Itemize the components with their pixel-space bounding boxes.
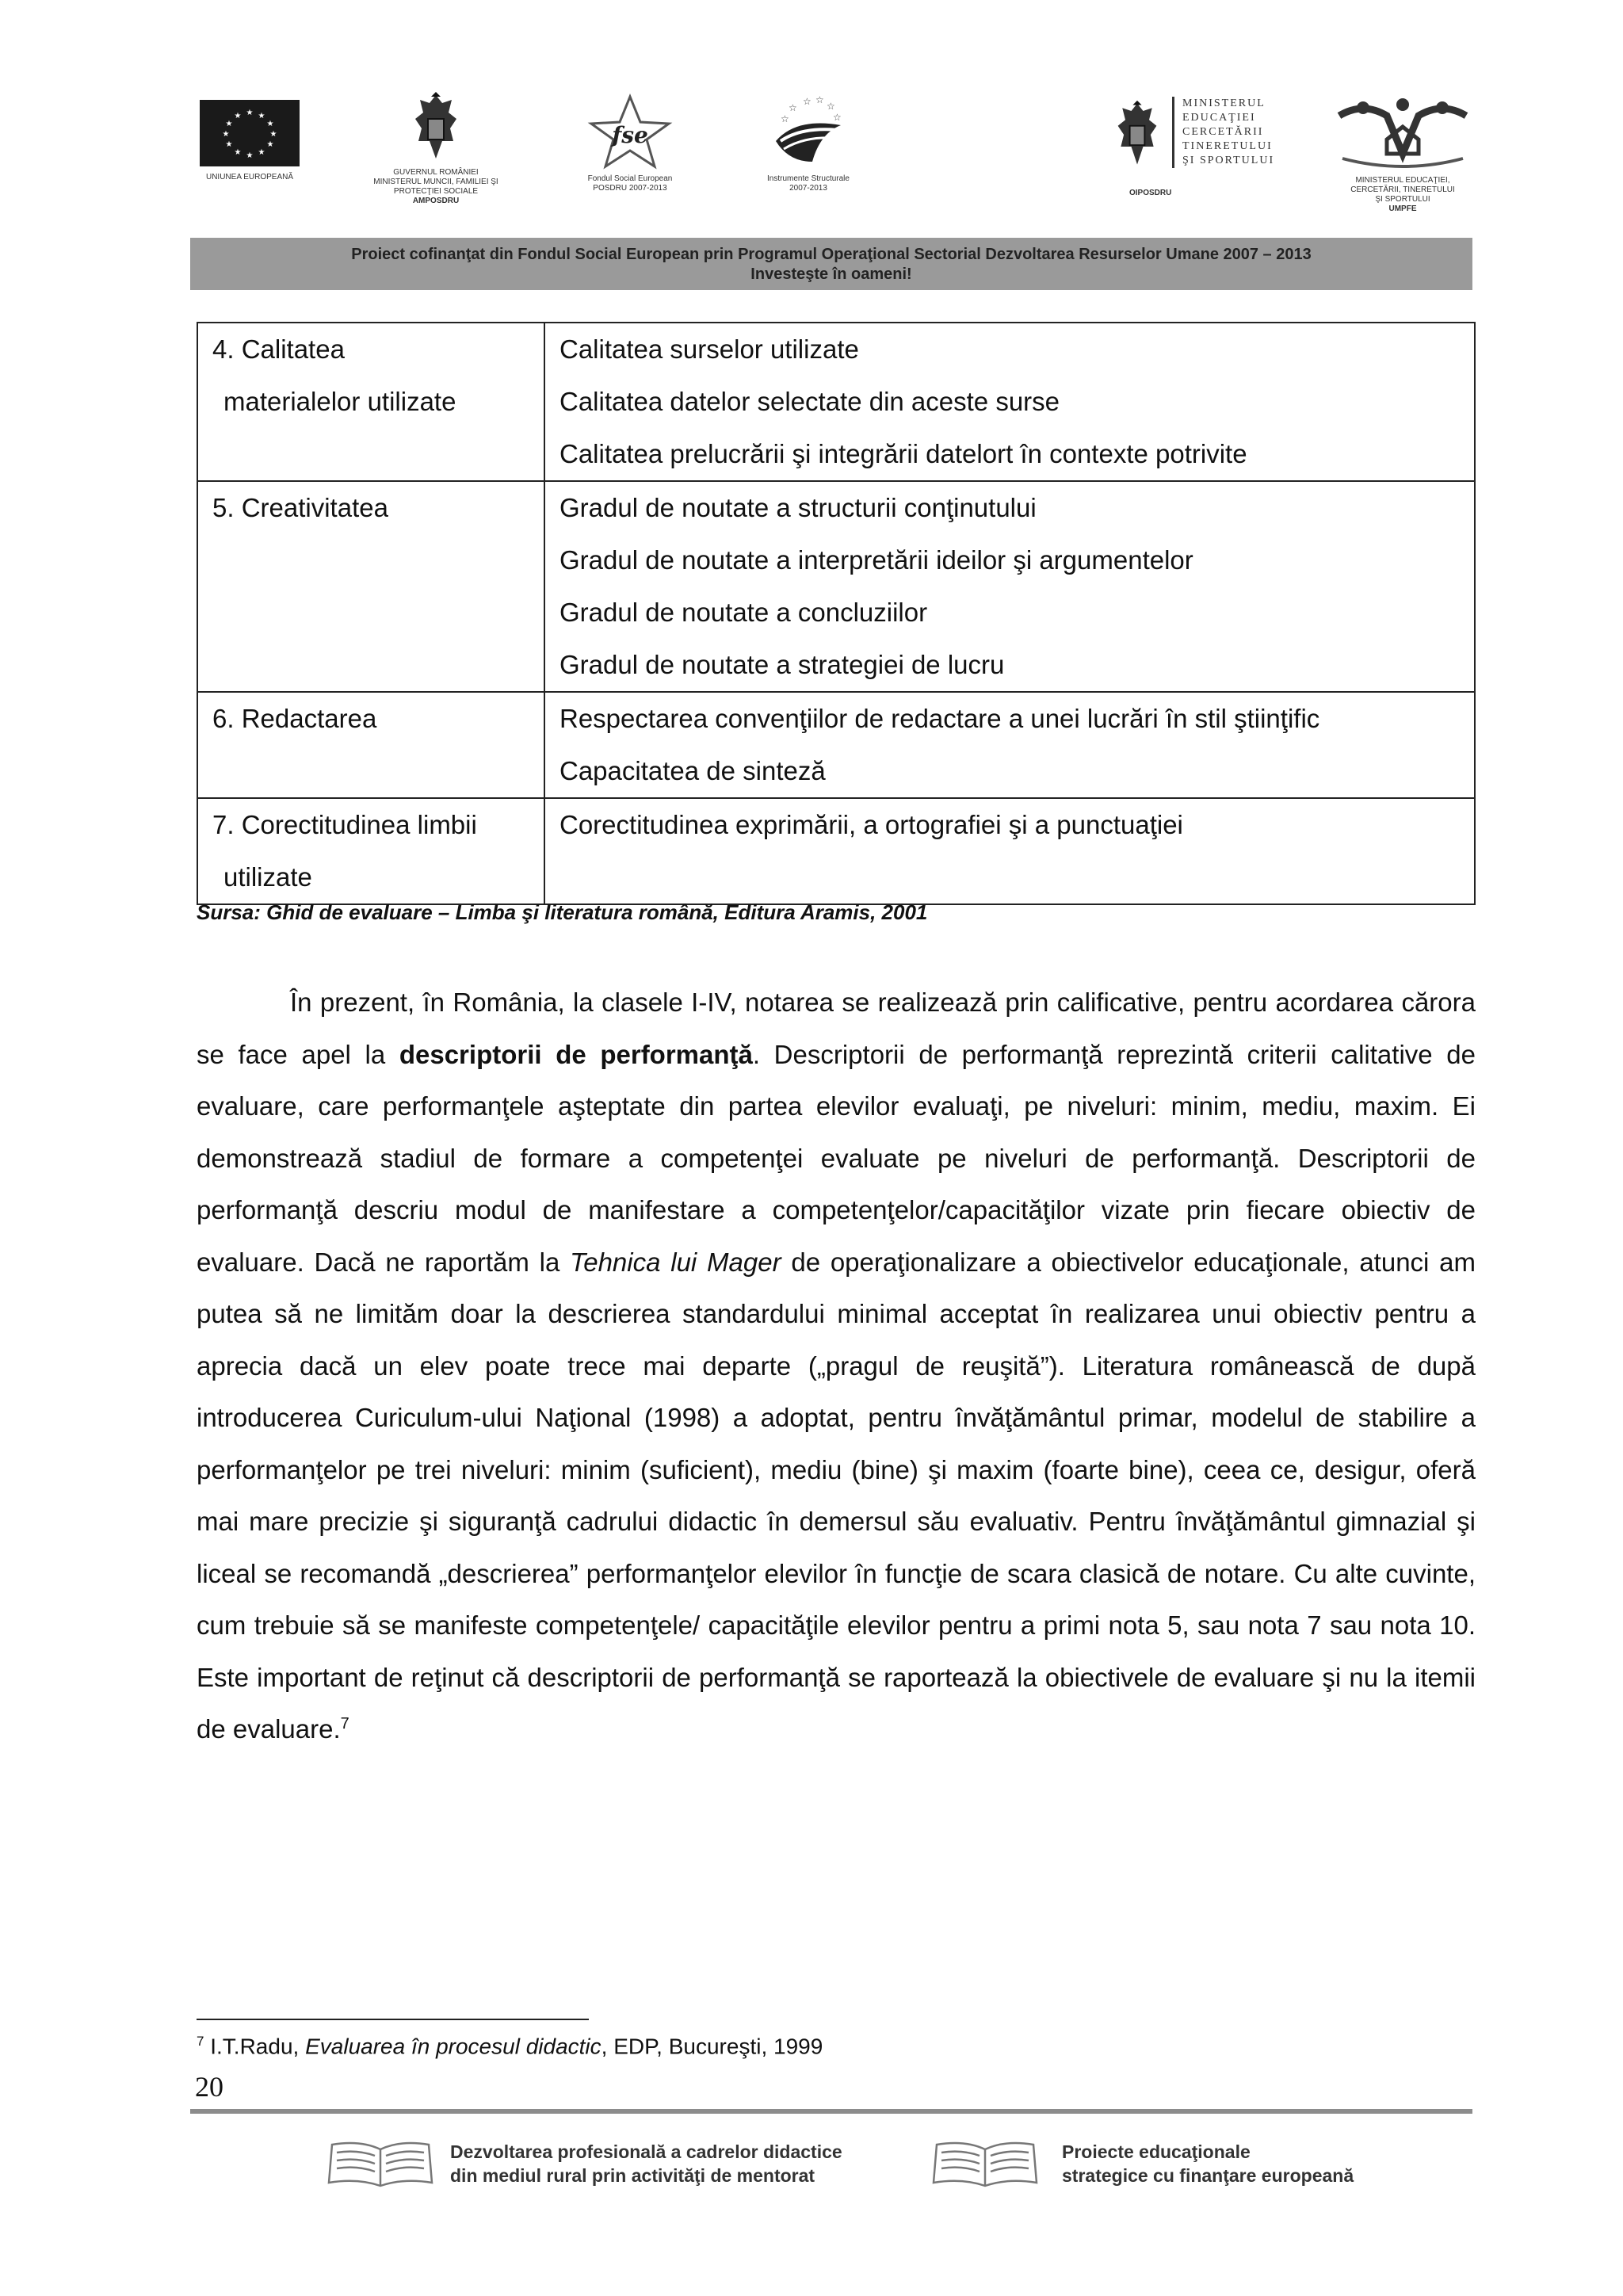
criterion-cell bbox=[197, 798, 544, 904]
evaluation-criteria-table bbox=[197, 322, 1476, 905]
footer-line: strategice cu finanţare europeană bbox=[1062, 2165, 1354, 2186]
ministry-title bbox=[1172, 97, 1274, 168]
footer-line: din mediul rural prin activităţi de mentorat bbox=[450, 2165, 815, 2186]
criterion-label: 6. Redactarea bbox=[212, 704, 377, 733]
table-row bbox=[197, 323, 1475, 481]
table-source: Sursa: Ghid de evaluare – Limba şi literatura română, Editura Aramis, 2001 bbox=[197, 900, 928, 924]
ministry-title-line: TINERETULUI bbox=[1182, 140, 1273, 152]
indicators-cell bbox=[544, 798, 1475, 904]
gov-caption-2: MINISTERUL MUNCII, FAMILIEI ŞI bbox=[373, 178, 498, 186]
indicator: Gradul de noutate a interpretării ideilor şi argumentelor bbox=[559, 545, 1193, 575]
footnote-rest: , EDP, Bucureşti, 1999 bbox=[601, 2034, 823, 2059]
ministry-title-line: ŞI SPORTULUI bbox=[1182, 155, 1275, 166]
svg-text:★: ★ bbox=[258, 148, 265, 157]
svg-text:★: ★ bbox=[269, 130, 277, 139]
gov-caption-4: AMPOSDRU bbox=[412, 197, 460, 205]
svg-text:★: ★ bbox=[234, 112, 242, 120]
ministry-title-line: EDUCAŢIEI bbox=[1182, 112, 1256, 124]
footer-left-text bbox=[450, 2140, 842, 2187]
umpfe-caption-2: CERCETĂRII, TINERETULUI bbox=[1350, 185, 1455, 194]
criterion-cell bbox=[197, 481, 544, 692]
footnote-number: 7 bbox=[197, 2034, 204, 2049]
paragraph-italic-term: Tehnica lui Mager bbox=[570, 1247, 781, 1277]
indicators-cell bbox=[544, 481, 1475, 692]
umpfe-logo bbox=[1323, 98, 1482, 214]
structural-instruments-icon bbox=[765, 94, 852, 170]
svg-text:★: ★ bbox=[258, 112, 265, 120]
footer-rule bbox=[190, 2109, 1472, 2114]
indicators-cell bbox=[544, 692, 1475, 798]
indicator: Calitatea surselor utilizate bbox=[559, 334, 859, 364]
indicators-cell bbox=[544, 323, 1475, 481]
oiposdru-caption: OIPOSDRU bbox=[1129, 189, 1172, 197]
svg-text:☆: ☆ bbox=[833, 112, 842, 123]
fse-caption-1: Fondul Social European bbox=[587, 174, 673, 183]
banner-line-2: Investeşte în oameni! bbox=[750, 266, 912, 283]
footnote-separator bbox=[197, 2019, 589, 2020]
footnote-author: I.T.Radu, bbox=[204, 2034, 306, 2059]
svg-text:★: ★ bbox=[246, 109, 254, 117]
footnote-title: Evaluarea în procesul didactic bbox=[305, 2034, 601, 2059]
table-row bbox=[197, 798, 1475, 904]
paragraph-bold-term: descriptorii de performanţă bbox=[399, 1039, 753, 1069]
table-row bbox=[197, 481, 1475, 692]
paragraph-text: de operaţionalizare a obiectivelor educaţionale, atunci am putea să ne limităm doar la descrierea standardului minimal acceptat în realizarea unui obiectiv pentru a aprecia dacă un elev poate trece mai departe („pragul de reuşită”). Literatura românească de după introducerea Curiculum-ului Naţional (1998) a adoptat, pentru învăţământul primar, modelul de stabilire a performanţelor pe trei niveluri: minim (suficient), mediu (bine) şi maxim (foarte bine), ceea ce, desigur, oferă mai mare precizie şi siguranţă cadrului didactic în demersul său evaluativ. Pentru învăţământul gimnazial şi liceal se recomandă „descrierea” performanţelor elevilor în funcţie de scara clasică de notare. Cu alte cuvinte, cum trebuie să se manifeste competenţele/ capacităţile elevilor pentru a primi nota 5, sau nota 7 sau nota 10. Este important de reţinut că descriptorii de performanţă se raportează la obiectivele de evaluare şi nu la itemii de evaluare. bbox=[197, 1247, 1476, 1744]
umpfe-caption-1: MINISTERUL EDUCAŢIEI, bbox=[1355, 176, 1450, 185]
indicator: Calitatea prelucrării şi integrării datelort în contexte potrivite bbox=[559, 439, 1247, 468]
fse-caption-2: POSDRU 2007-2013 bbox=[593, 184, 667, 193]
indicator: Gradul de noutate a strategiei de lucru bbox=[559, 650, 1005, 679]
criterion-label: 5. Creativitatea bbox=[212, 493, 388, 522]
criterion-cell bbox=[197, 323, 544, 481]
fse-star-icon bbox=[586, 94, 674, 170]
svg-text:☆: ☆ bbox=[781, 113, 789, 124]
umpfe-caption-4: UMPFE bbox=[1388, 204, 1417, 213]
table-row bbox=[197, 692, 1475, 798]
umpfe-caption-3: ŞI SPORTULUI bbox=[1375, 195, 1430, 204]
svg-text:☆: ☆ bbox=[815, 94, 824, 105]
svg-text:★: ★ bbox=[222, 130, 230, 139]
coat-of-arms-icon bbox=[1113, 97, 1161, 173]
body-paragraph bbox=[197, 976, 1476, 1755]
indicator: Respectarea convenţiilor de redactare a unei lucrări în stil ştiinţific bbox=[559, 704, 1320, 733]
ministry-title-line: MINISTERUL bbox=[1182, 97, 1266, 109]
indicator: Calitatea datelor selectate din aceste surse bbox=[559, 387, 1060, 416]
banner-line-1: Proiect cofinanţat din Fondul Social European prin Programul Operaţional Sectorial Dezvoltarea Resurselor Umane 2007 – 2013 bbox=[351, 246, 1312, 263]
is-caption-2: 2007-2013 bbox=[789, 184, 827, 193]
svg-text:★: ★ bbox=[234, 148, 242, 157]
svg-text:fse: fse bbox=[612, 122, 648, 148]
header-logos bbox=[190, 89, 1482, 223]
svg-text:★: ★ bbox=[266, 120, 274, 128]
criterion-label: materialelor utilizate bbox=[223, 387, 456, 416]
svg-text:☆: ☆ bbox=[789, 102, 797, 113]
paragraph-text: În prezent, în România, la clasele I-IV, notarea se realizează prin calificative, pentru acordarea cărora se face apel la bbox=[197, 988, 1476, 1069]
paragraph-text: . Descriptorii de performanţă reprezintă criterii calitative de evaluare, care performanţele aşteptate din partea elevilor evaluaţi, pe niveluri: minim, mediu, maxim. Ei demonstrează stadiul de formare a competenţei evaluate pe niveluri de performanţă. Descriptorii de performanţă descriu modul de manifestare a competenţelor/capacităţilor vizate prin fiecare obiectiv de evaluare. Dacă ne raportăm la bbox=[197, 1039, 1476, 1277]
indicator: Capacitatea de sinteză bbox=[559, 756, 826, 785]
eu-logo bbox=[190, 100, 309, 182]
fse-logo bbox=[567, 94, 693, 193]
svg-text:★: ★ bbox=[246, 151, 254, 160]
gov-caption-1: GUVERNUL ROMÂNIEI bbox=[393, 168, 479, 177]
open-book-icon bbox=[321, 2135, 440, 2191]
indicator: Corectitudinea exprimării, a ortografiei şi a punctuaţiei bbox=[559, 810, 1183, 839]
project-banner bbox=[190, 238, 1472, 290]
eu-caption: UNIUNEA EUROPEANĂ bbox=[205, 173, 294, 181]
criterion-cell bbox=[197, 692, 544, 798]
gov-caption-3: PROTECŢIEI SOCIALE bbox=[393, 187, 479, 196]
ministry-title-line: CERCETĂRII bbox=[1182, 126, 1264, 138]
svg-text:★: ★ bbox=[266, 140, 274, 149]
svg-text:☆: ☆ bbox=[827, 101, 835, 112]
page-number: 20 bbox=[195, 2071, 223, 2103]
is-logo bbox=[745, 94, 872, 193]
indicator: Gradul de noutate a structurii conţinutului bbox=[559, 493, 1037, 522]
umpfe-emblem-icon bbox=[1331, 98, 1474, 171]
eu-flag-icon bbox=[200, 100, 300, 166]
is-caption-1: Instrumente Structurale bbox=[767, 174, 850, 183]
footer-line: Proiecte educaţionale bbox=[1062, 2141, 1251, 2162]
footnote bbox=[197, 2034, 823, 2059]
footer-right-text bbox=[1062, 2140, 1354, 2187]
open-book-icon bbox=[926, 2135, 1044, 2191]
criterion-label: utilizate bbox=[223, 862, 312, 892]
svg-text:★: ★ bbox=[225, 140, 233, 149]
indicator: Gradul de noutate a concluziilor bbox=[559, 598, 928, 627]
svg-text:★: ★ bbox=[225, 120, 233, 128]
criterion-label: 4. Calitatea bbox=[212, 334, 345, 364]
criterion-label: 7. Corectitudinea limbii bbox=[212, 810, 477, 839]
gov-logo bbox=[361, 92, 511, 206]
svg-text:☆: ☆ bbox=[803, 96, 812, 107]
coat-of-arms-icon bbox=[411, 92, 461, 163]
footer-line: Dezvoltarea profesională a cadrelor didactice bbox=[450, 2141, 842, 2162]
footnote-reference[interactable]: 7 bbox=[340, 1715, 349, 1733]
